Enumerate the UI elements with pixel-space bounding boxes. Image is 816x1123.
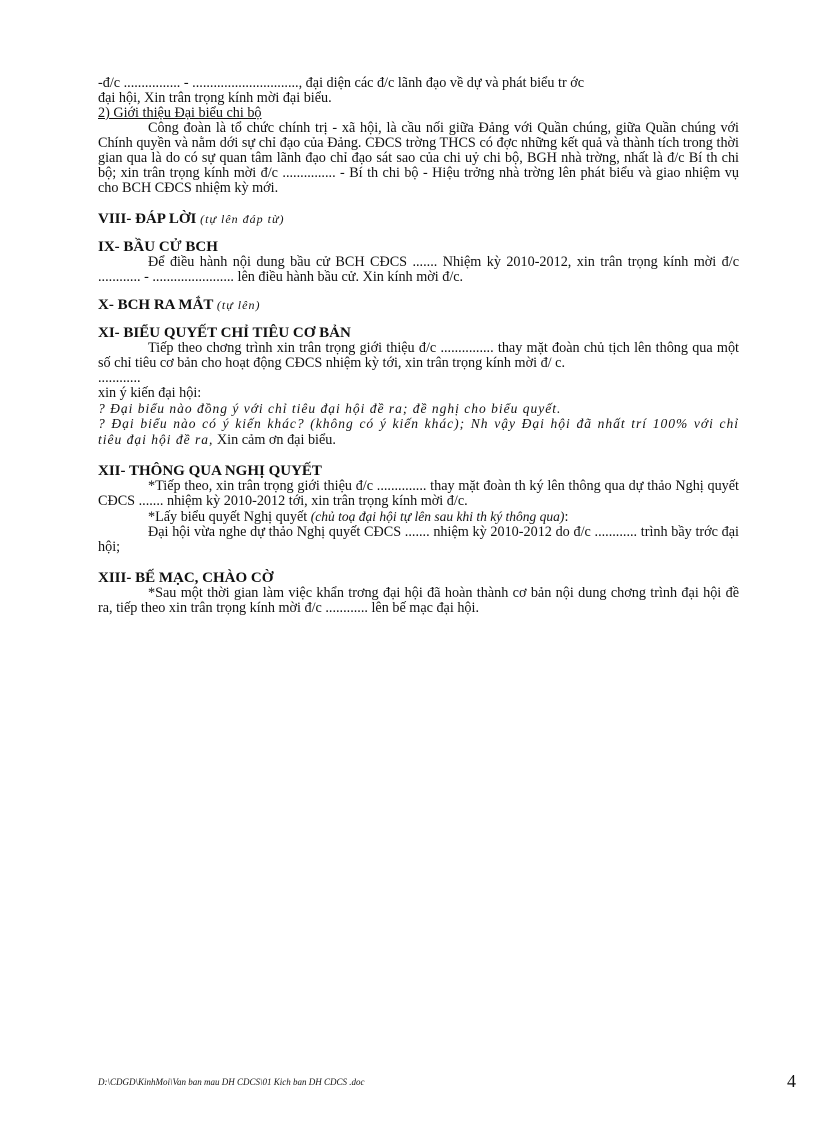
section-xi-title: XI- BIỂU QUYẾT CHỈ TIÊU CƠ BẢN	[98, 325, 351, 341]
page-number: 4	[787, 1071, 796, 1091]
section-xii-paragraph-3: Đại hội vừa nghe dự thảo Nghị quyết CĐCS ....... nhiệm kỳ 2010-2012 do đ/c ............ trình bầy trớc đại hội;	[98, 524, 739, 555]
section-xi-ask: xin ý kiến đại hội:	[98, 385, 202, 401]
intro-line-1: -đ/c ................ - .............................., đại diện các đ/c lãnh đạo về dự và phát biểu tr ớc	[98, 75, 585, 91]
section-xi-question-2-text: ? Đại biểu nào có ý kiến khác? (không có ý kiến khác); Nh vậy Đại hội đã nhất trí 100% với chỉ tiêu đại hội đề ra,	[98, 416, 739, 447]
section-viii-note: (tự lên đáp từ)	[200, 212, 285, 226]
section-viii-heading	[98, 211, 739, 227]
section-xii-vote-note: (chủ toạ đại hội tự lên sau khi th ký thông qua)	[310, 509, 565, 524]
section-xi-paragraph: Tiếp theo chơng trình xin trân trọng giới thiệu đ/c ............... thay mặt đoàn chủ tịch lên thông qua một số chỉ tiêu cơ bản cho hoạt động CĐCS nhiệm kỳ tới, xin trân trọng kính mời đ/ c.	[98, 340, 739, 371]
intro-line-2: đại hội, Xin trân trọng kính mời đại biểu.	[98, 90, 332, 106]
section-ix-title: IX- BẦU CỬ BCH	[98, 239, 218, 255]
section-xii-title: XII- THÔNG QUA NGHỊ QUYẾT	[98, 463, 322, 479]
section-xii-vote: *Lấy biểu quyết Nghị quyết	[148, 509, 308, 525]
section-xiii-paragraph: *Sau một thời gian làm việc khẩn trơng đại hội đã hoàn thành cơ bản nội dung chơng trình đại hội đề ra, tiếp theo xin trân trọng kính mời đ/c ............ lên bế mạc đại hội.	[98, 585, 739, 616]
section-x-heading	[98, 297, 739, 313]
section-xii-paragraph-1: *Tiếp theo, xin trân trọng giới thiệu đ/c .............. thay mặt đoàn th ký lên thông qua dự thảo Nghị quyết CĐCS ....... nhiệm kỳ 2010-2012 tới, xin trân trọng kính mời đ/c.	[98, 478, 739, 509]
section-xi-dots: ............	[98, 370, 141, 386]
section-viii-title: VIII- ĐÁP LỜI	[98, 211, 197, 227]
section-xi-thanks: Xin cảm ơn đại biểu.	[213, 432, 336, 448]
section-xi-question-1: ? Đại biểu nào đồng ý với chỉ tiêu đại hội đề ra; đề nghị cho biểu quyết.	[98, 401, 562, 416]
section-xii-colon: :	[564, 509, 569, 525]
section-xiii-title: XIII- BẾ MẠC, CHÀO CỜ	[98, 570, 274, 586]
section-xii-paragraph-2	[98, 509, 739, 525]
section-ix-paragraph: Để điều hành nội dung bầu cử BCH CĐCS ....... Nhiệm kỳ 2010-2012, xin trân trọng kính mời đ/c ............ - ....................... lên điều hành bầu cử. Xin kính mời đ/c.	[98, 254, 739, 285]
footer-file-path: D:\CDGD\KinhMoi\Van ban mau DH CDCS\01 Kich ban DH CDCS .doc	[98, 1077, 365, 1087]
section-xi-question-2	[98, 416, 739, 448]
subheading-chi-bo: 2) Giới thiệu Đại biểu chi bộ	[98, 105, 262, 121]
section-x-note: (tự lên)	[216, 298, 261, 312]
document-body	[98, 76, 739, 616]
section-x-title: X- BCH RA MẮT	[98, 297, 214, 313]
paragraph-chi-bo: Công đoàn là tổ chức chính trị - xã hội, là cầu nối giữa Đảng với Quần chúng, giữa Quần chúng với Chính quyền và nằm dới sự chỉ đạo của Đảng. CĐCS trờng THCS có đợc những kết quả và thành tích trong thời gian qua là do có sự quan tâm lãnh đạo chỉ đạo sát sao của chi uỷ chi bộ, BGH nhà trờng, nhất là đ/c Bí th chi bộ; xin trân trọng kính mời đ/c ............... - Bí th chi bộ - Hiệu trởng nhà trờng lên phát biểu và giao nhiệm vụ cho BCH CĐCS nhiệm kỳ mới.	[98, 120, 739, 196]
